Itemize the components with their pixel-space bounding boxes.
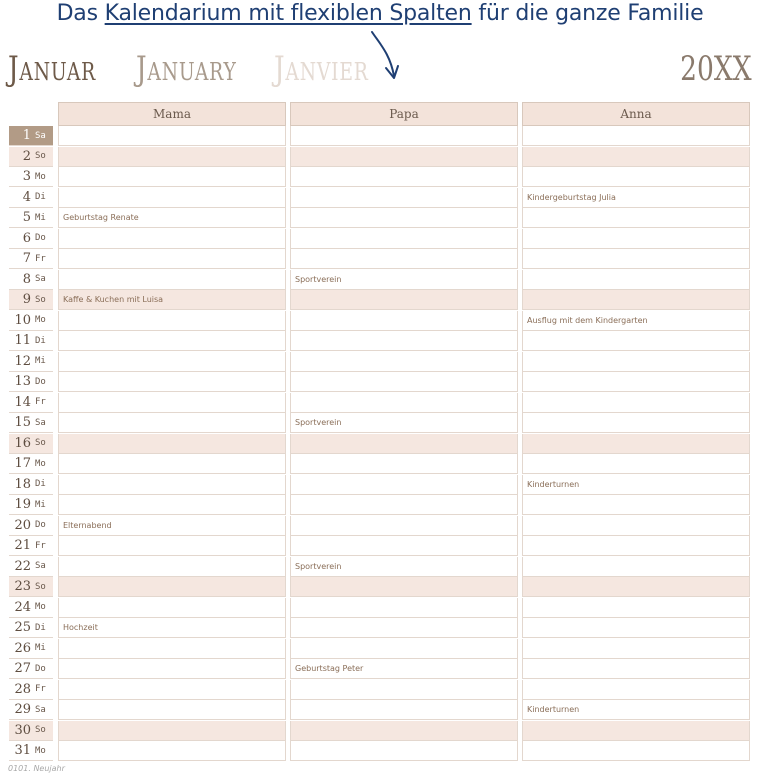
day-label <box>9 270 53 290</box>
weekday-name: Fr <box>35 540 46 551</box>
weekday-name: Do <box>35 663 46 674</box>
column-headers <box>0 102 760 126</box>
entry-cell[interactable] <box>522 516 750 536</box>
day-number: 20 <box>14 517 31 533</box>
entry-cell[interactable] <box>290 495 518 515</box>
day-label <box>9 700 53 720</box>
year-label: 20XX <box>680 49 752 89</box>
entry-cell[interactable] <box>58 229 286 249</box>
weekday-name: Fr <box>35 684 46 694</box>
day-row <box>0 331 760 351</box>
weekday-name: Mo <box>35 458 46 469</box>
day-row <box>0 372 760 392</box>
entry-cell[interactable] <box>290 475 518 495</box>
day-label <box>9 331 53 351</box>
day-number: 30 <box>14 722 31 738</box>
day-row <box>0 434 760 454</box>
day-number: 4 <box>22 189 31 205</box>
weekday-name: Mo <box>35 171 46 182</box>
day-row <box>0 393 760 413</box>
day-label <box>9 495 53 515</box>
day-number: 2 <box>22 148 31 164</box>
day-label <box>9 249 53 269</box>
entry-cell[interactable] <box>522 270 750 290</box>
day-label <box>9 516 53 536</box>
entry-cell[interactable] <box>290 536 518 556</box>
entry-cell[interactable] <box>522 249 750 269</box>
entry-cell[interactable] <box>290 618 518 638</box>
entry-cell[interactable] <box>58 393 286 413</box>
day-number: 16 <box>14 435 31 451</box>
entry-cell[interactable] <box>522 126 750 146</box>
entry-cell[interactable] <box>58 741 286 761</box>
day-number: 17 <box>14 456 31 471</box>
day-row <box>0 311 760 331</box>
entry-cell[interactable] <box>290 331 518 351</box>
day-number: 28 <box>14 681 31 697</box>
entry-cell[interactable] <box>290 598 518 618</box>
day-number: 24 <box>14 599 31 615</box>
day-label <box>9 680 53 700</box>
entry-cell[interactable] <box>290 741 518 761</box>
day-row <box>0 577 760 597</box>
entry-cell[interactable] <box>290 249 518 269</box>
column-header-papa[interactable]: Papa <box>290 102 518 126</box>
weekday-name: Fr <box>35 253 46 264</box>
day-number: 18 <box>14 476 31 492</box>
day-number: 25 <box>14 620 31 635</box>
weekday-name: Mo <box>35 602 46 612</box>
entry-cell[interactable] <box>58 147 286 167</box>
entry-cell[interactable] <box>58 454 286 474</box>
annotation-prefix: Das <box>56 1 105 26</box>
entry-cell[interactable]: Ausflug mit dem Kindergarten <box>522 311 750 331</box>
day-row <box>0 495 760 515</box>
day-row <box>0 700 760 720</box>
weekday-name: Mo <box>35 745 46 756</box>
weekday-name: Di <box>35 622 46 633</box>
day-label <box>9 372 53 392</box>
entry-cell[interactable] <box>522 290 750 310</box>
day-number: 11 <box>14 333 31 348</box>
day-number: 29 <box>14 702 31 717</box>
entry-cell[interactable] <box>522 331 750 351</box>
entry-cell[interactable] <box>290 639 518 659</box>
weekday-name: Di <box>35 192 46 202</box>
day-label <box>9 618 53 638</box>
day-number: 19 <box>14 497 31 512</box>
month-en: January <box>136 49 237 89</box>
annotation-caption <box>0 0 760 28</box>
day-number: 6 <box>22 230 31 246</box>
entry-cell[interactable] <box>522 372 750 392</box>
footer-note: 0101. Neujahr <box>8 764 65 773</box>
entry-cell[interactable] <box>58 659 286 679</box>
day-label <box>9 741 53 761</box>
day-number: 31 <box>14 743 31 758</box>
day-number: 9 <box>22 292 31 307</box>
day-number: 1 <box>22 128 31 143</box>
day-row <box>0 536 760 556</box>
month-header <box>0 46 760 94</box>
day-label <box>9 229 53 249</box>
entry-cell[interactable] <box>522 536 750 556</box>
entry-cell[interactable]: Geburtstag Renate <box>58 208 286 228</box>
entry-cell[interactable] <box>58 495 286 515</box>
day-label <box>9 598 53 618</box>
weekday-name: Do <box>35 520 46 530</box>
entry-cell[interactable] <box>290 188 518 208</box>
entry-cell[interactable]: Elternabend <box>58 516 286 536</box>
day-number: 15 <box>14 415 31 430</box>
entry-cell[interactable] <box>290 167 518 187</box>
entry-cell[interactable]: Kinderturnen <box>522 475 750 495</box>
day-label <box>9 639 53 659</box>
day-label <box>9 434 53 454</box>
column-header-anna[interactable]: Anna <box>522 102 750 126</box>
day-row <box>0 352 760 372</box>
weekday-name: Sa <box>35 561 46 571</box>
day-row <box>0 741 760 761</box>
day-row <box>0 208 760 228</box>
day-number: 13 <box>14 374 31 389</box>
weekday-name: So <box>35 725 46 735</box>
weekday-name: Di <box>35 479 46 489</box>
entry-cell[interactable] <box>58 680 286 700</box>
entry-cell[interactable] <box>522 454 750 474</box>
weekday-name: So <box>35 581 46 592</box>
entry-cell[interactable] <box>58 352 286 372</box>
day-label <box>9 659 53 679</box>
entry-cell[interactable] <box>290 454 518 474</box>
day-label <box>9 188 53 208</box>
entry-cell[interactable] <box>290 229 518 249</box>
entry-cell[interactable] <box>290 372 518 392</box>
annotation-suffix: für die ganze Familie <box>471 1 704 26</box>
day-number: 22 <box>14 558 31 574</box>
day-row <box>0 598 760 618</box>
entry-cell[interactable]: Hochzeit <box>58 618 286 638</box>
entry-cell[interactable] <box>522 393 750 413</box>
day-label <box>9 721 53 741</box>
day-number: 14 <box>14 394 31 410</box>
day-number: 7 <box>22 251 31 266</box>
day-row <box>0 659 760 679</box>
entry-cell[interactable] <box>522 229 750 249</box>
day-label <box>9 126 53 146</box>
entry-cell[interactable] <box>290 208 518 228</box>
weekday-name: Sa <box>35 130 46 141</box>
entry-cell[interactable] <box>58 475 286 495</box>
entry-cell[interactable] <box>290 393 518 413</box>
day-row <box>0 680 760 700</box>
weekday-name: Do <box>35 376 46 387</box>
entry-cell[interactable] <box>58 413 286 433</box>
weekday-name: Sa <box>35 417 46 428</box>
entry-cell[interactable] <box>290 311 518 331</box>
day-number: 10 <box>14 312 31 328</box>
entry-cell[interactable] <box>58 434 286 454</box>
entry-cell[interactable] <box>290 516 518 536</box>
day-label <box>9 147 53 167</box>
day-label <box>9 311 53 331</box>
entry-cell[interactable] <box>522 352 750 372</box>
day-row <box>0 167 760 187</box>
entry-cell[interactable] <box>58 249 286 269</box>
entry-cell[interactable] <box>290 680 518 700</box>
day-row <box>0 557 760 577</box>
weekday-name: Sa <box>35 704 46 715</box>
entry-cell[interactable] <box>58 536 286 556</box>
entry-cell[interactable] <box>58 639 286 659</box>
entry-cell[interactable] <box>58 721 286 741</box>
entry-cell[interactable]: Kindergeburtstag Julia <box>522 188 750 208</box>
day-row <box>0 270 760 290</box>
day-row <box>0 126 760 146</box>
weekday-name: So <box>35 294 46 305</box>
entry-cell[interactable] <box>522 598 750 618</box>
entry-cell[interactable]: Sportverein <box>290 270 518 290</box>
entry-cell[interactable] <box>290 721 518 741</box>
entry-cell[interactable] <box>522 434 750 454</box>
day-row <box>0 249 760 269</box>
entry-cell[interactable] <box>58 577 286 597</box>
day-label <box>9 454 53 474</box>
day-row <box>0 618 760 638</box>
entry-cell[interactable] <box>58 270 286 290</box>
entry-cell[interactable] <box>58 598 286 618</box>
entry-cell[interactable] <box>522 741 750 761</box>
day-label <box>9 352 53 372</box>
weekday-name: Mi <box>35 356 46 366</box>
entry-cell[interactable]: Sportverein <box>290 557 518 577</box>
day-label <box>9 167 53 187</box>
day-label <box>9 208 53 228</box>
day-number: 12 <box>14 353 31 369</box>
entry-cell[interactable] <box>522 680 750 700</box>
annotation-highlight: Kalendarium mit flexiblen Spalten <box>104 1 472 26</box>
day-number: 3 <box>22 169 31 184</box>
entry-cell[interactable] <box>522 577 750 597</box>
entry-cell[interactable] <box>522 659 750 679</box>
entry-cell[interactable] <box>58 126 286 146</box>
entry-cell[interactable] <box>290 147 518 167</box>
entry-cell[interactable] <box>58 331 286 351</box>
day-row <box>0 721 760 741</box>
entry-cell[interactable] <box>522 721 750 741</box>
weekday-name: Mi <box>35 499 46 510</box>
weekday-name: Do <box>35 233 46 243</box>
entry-cell[interactable] <box>522 208 750 228</box>
day-row <box>0 290 760 310</box>
day-label <box>9 536 53 556</box>
day-row <box>0 639 760 659</box>
entry-cell[interactable] <box>58 188 286 208</box>
day-number: 8 <box>22 271 31 287</box>
entry-cell[interactable] <box>290 126 518 146</box>
entry-cell[interactable] <box>290 700 518 720</box>
entry-cell[interactable] <box>290 290 518 310</box>
day-number: 27 <box>14 661 31 676</box>
month-fr: Janvier <box>274 49 369 89</box>
day-row <box>0 229 760 249</box>
weekday-name: So <box>35 438 46 448</box>
entry-cell[interactable] <box>290 434 518 454</box>
day-label <box>9 475 53 495</box>
month-de: Januar <box>8 49 97 89</box>
day-label <box>9 577 53 597</box>
day-number: 26 <box>14 640 31 656</box>
day-label <box>9 290 53 310</box>
day-row <box>0 413 760 433</box>
entry-cell[interactable] <box>522 167 750 187</box>
entry-cell[interactable] <box>58 557 286 577</box>
column-header-mama[interactable]: Mama <box>58 102 286 126</box>
entry-cell[interactable] <box>290 352 518 372</box>
day-row <box>0 454 760 474</box>
day-label <box>9 393 53 413</box>
weekday-name: So <box>35 151 46 161</box>
entry-cell[interactable] <box>522 639 750 659</box>
weekday-name: Sa <box>35 274 46 284</box>
day-number: 5 <box>22 210 31 225</box>
weekday-name: Di <box>35 335 46 346</box>
entry-cell[interactable] <box>58 311 286 331</box>
weekday-name: Mo <box>35 315 46 325</box>
entry-cell[interactable] <box>58 700 286 720</box>
day-label <box>9 557 53 577</box>
entry-cell[interactable]: Geburtstag Peter <box>290 659 518 679</box>
entry-cell[interactable]: Sportverein <box>290 413 518 433</box>
day-row <box>0 475 760 495</box>
day-label <box>9 413 53 433</box>
entry-cell[interactable] <box>522 495 750 515</box>
entry-cell[interactable] <box>522 147 750 167</box>
entry-cell[interactable] <box>58 372 286 392</box>
day-number: 23 <box>14 579 31 594</box>
entry-cell[interactable] <box>522 413 750 433</box>
day-row <box>0 516 760 536</box>
entry-cell[interactable] <box>58 167 286 187</box>
day-number: 21 <box>14 538 31 553</box>
entry-cell[interactable]: Kinderturnen <box>522 700 750 720</box>
weekday-name: Mi <box>35 643 46 653</box>
entry-cell[interactable] <box>290 577 518 597</box>
entry-cell[interactable] <box>522 557 750 577</box>
day-row <box>0 188 760 208</box>
weekday-name: Fr <box>35 397 46 407</box>
weekday-name: Mi <box>35 212 46 223</box>
day-row <box>0 147 760 167</box>
entry-cell[interactable]: Kaffe & Kuchen mit Luisa <box>58 290 286 310</box>
entry-cell[interactable] <box>522 618 750 638</box>
